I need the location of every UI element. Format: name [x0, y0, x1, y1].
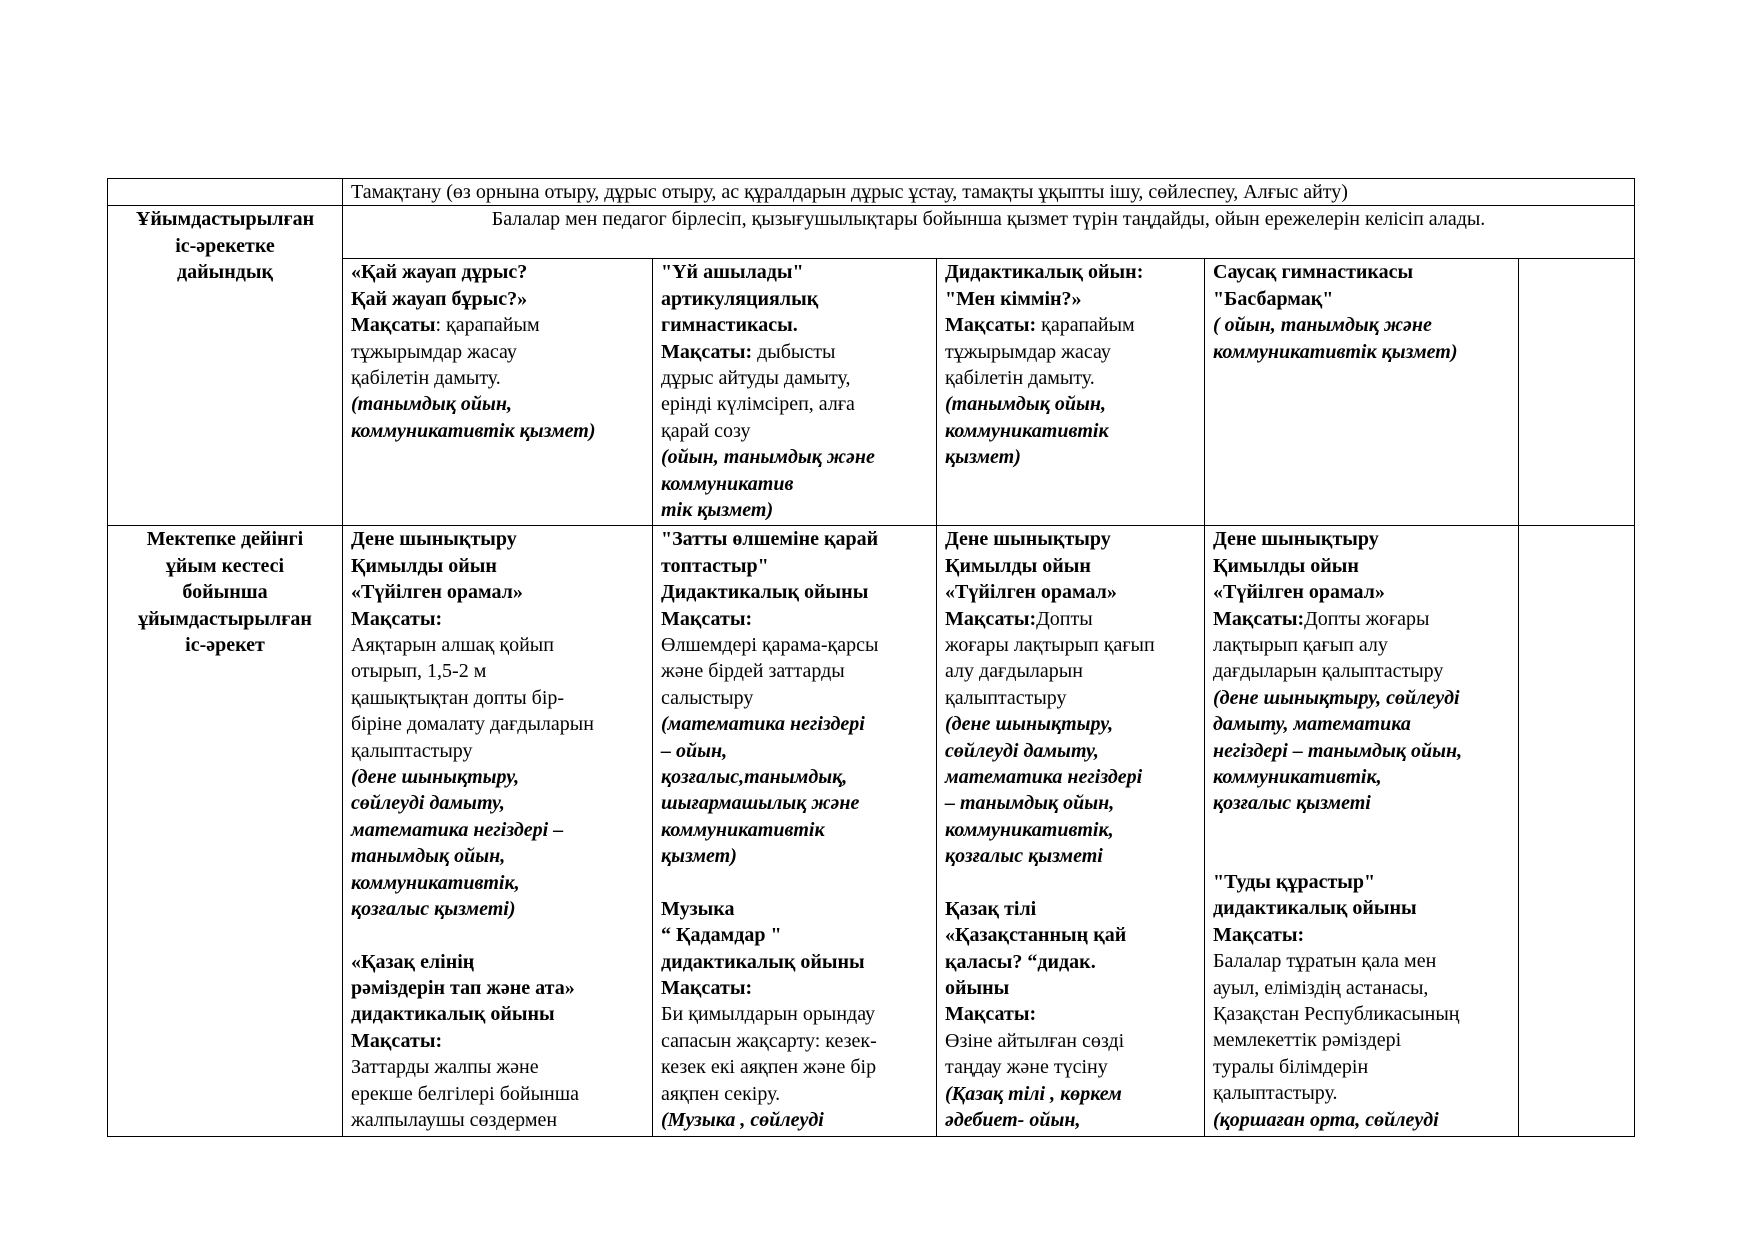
activity-note: қозғалыс,танымдық,: [661, 766, 848, 789]
goal-text: аяқпен секіру.: [661, 1082, 781, 1105]
activity-note: математика негіздері: [945, 766, 1143, 789]
meal-row-header: [108, 179, 343, 206]
activity-note: коммуникативтік: [661, 818, 825, 841]
spacer: [1213, 843, 1510, 869]
goal-text: қашықтықтан допты бір-: [351, 686, 565, 709]
activity-title: "Туды құрастыр": [1213, 870, 1376, 893]
activity-title: Қимылды ойын: [1213, 554, 1359, 577]
goal-label: Мақсаты:: [945, 1003, 1037, 1026]
goal-text: және бірдей заттарды: [661, 660, 845, 683]
goal-text: қалыптастыру: [351, 739, 473, 762]
goal-text: қарай созу: [661, 419, 751, 442]
activity-note: коммуникативтік,: [351, 871, 520, 894]
org-header-line: іс-әрекет: [185, 634, 265, 657]
activity-title: рәміздерін тап және ата»: [351, 976, 575, 999]
prep-row: [108, 206, 1635, 259]
activity-note: қозғалыс қызметі: [1213, 792, 1371, 815]
goal-text: қалыптастыру.: [1213, 1082, 1338, 1105]
prep-cell-empty: [1519, 259, 1635, 526]
org-cell-3: [937, 526, 1205, 1137]
activity-note: коммуникативтік қызмет): [1213, 340, 1458, 363]
goal-text: жалпылаушы сөздермен: [351, 1108, 558, 1131]
activity-note: шығармашылық және: [661, 792, 860, 815]
goal-text: Қазақстан Республикасының: [1213, 1002, 1460, 1025]
activity-title: Дидактикалық ойын:: [945, 261, 1144, 284]
goal-text: лақтырып қағып алу: [1213, 634, 1388, 657]
goal-text: тұжырымдар жасау: [351, 340, 517, 363]
spacer: [1213, 817, 1510, 843]
prep-cell-1: [343, 259, 653, 526]
org-cell-1: [343, 526, 653, 1137]
goal-text: жоғары лақтырып қағып: [945, 634, 1155, 657]
activity-title: Қимылды ойын: [351, 554, 497, 577]
activity-title: Қимылды ойын: [945, 554, 1091, 577]
activity-note: (математика негіздері: [661, 713, 865, 736]
activity-note: (танымдық ойын,: [945, 393, 1106, 416]
activity-title: гимнастикасы.: [661, 314, 798, 337]
activity-title: артикуляциялық: [661, 287, 819, 310]
org-row: [108, 526, 1635, 1137]
spacer: [661, 870, 928, 896]
prep-row-text: [343, 206, 1635, 259]
goal-text: Заттарды жалпы және: [351, 1056, 539, 1079]
goal-text: ерінді күлімсіреп, алға: [661, 393, 855, 416]
goal-label: Мақсаты:: [661, 340, 753, 363]
goal-text: Би қимылдарын орындау: [661, 1003, 876, 1026]
activity-title: дидактикалық ойыны: [661, 950, 865, 973]
goal-label: Мақсаты:: [351, 1029, 443, 1052]
activity-title: «Түйілген орамал»: [1213, 581, 1385, 604]
activity-note: коммуникативтік,: [1213, 766, 1382, 789]
activity-title: дидактикалық ойыны: [1213, 897, 1417, 920]
prep-cell-4: [1205, 259, 1519, 526]
goal-text: Допты: [1036, 607, 1093, 630]
activity-title: Қазақ тілі: [945, 897, 1037, 920]
activity-title: ойыны: [945, 976, 1010, 999]
activity-title: қаласы? “дидак.: [945, 950, 1096, 973]
goal-text: сапасын жақсарту: кезек-: [661, 1029, 877, 1052]
goal-label: Мақсаты:: [1213, 923, 1305, 946]
goal-text: қалыптастыру: [945, 686, 1067, 709]
meal-row-text: [343, 179, 1635, 206]
activity-note: тік қызмет): [661, 499, 774, 522]
activity-note: (дене шынықтыру,: [351, 766, 520, 789]
goal-text: алу дағдыларын: [945, 660, 1083, 683]
goal-text: тұжырымдар жасау: [945, 340, 1111, 363]
activity-note: коммуникатив: [661, 472, 794, 495]
goal-text: қабілетін дамыту.: [351, 367, 501, 390]
goal-text: мемлекеттік рәміздері: [1213, 1029, 1402, 1052]
goal-label: Мақсаты:: [661, 607, 753, 630]
goal-text: : қарапайым: [435, 314, 540, 337]
goal-label: Мақсаты:: [945, 607, 1037, 630]
goal-text: Балалар тұратын қала мен: [1213, 950, 1437, 973]
goal-line: [945, 312, 1196, 338]
activity-note: ( ойын, танымдық және: [1213, 314, 1432, 337]
org-cell-4: [1205, 526, 1519, 1137]
goal-line: [1213, 606, 1510, 632]
prep-cell-3: [937, 259, 1205, 526]
goal-text: ерекше белгілері бойынша: [351, 1082, 579, 1105]
activity-title: “ Қадамдар ": [661, 924, 782, 947]
goal-line: [945, 606, 1196, 632]
activity-title: «Түйілген орамал»: [945, 581, 1117, 604]
org-header-line: ұйымдастырылған: [138, 607, 312, 630]
goal-line: [351, 312, 644, 338]
goal-label: Мақсаты:: [945, 314, 1037, 337]
goal-text: туралы білімдерін: [1213, 1055, 1369, 1078]
activity-note: (танымдық ойын,: [351, 393, 512, 416]
prep-header-line: дайындық: [176, 261, 274, 284]
activity-title: Қай жауап бұрыс?»: [351, 287, 528, 310]
goal-label: Мақсаты:: [351, 607, 443, 630]
goal-text: қабілетін дамыту.: [945, 367, 1095, 390]
activity-note: танымдық ойын,: [351, 845, 506, 868]
prep-cell-2: [653, 259, 937, 526]
activity-note: дамыту, математика: [1213, 713, 1411, 736]
goal-text: дыбысты: [752, 340, 836, 363]
activity-note: (Музыка , сөйлеуді: [661, 1108, 824, 1131]
goal-text: қарапайым: [1036, 314, 1135, 337]
activity-note: қызмет): [945, 446, 1021, 469]
activity-note: (Қазақ тілі , көркем: [945, 1082, 1122, 1105]
activity-title: Дене шынықтыру: [1213, 528, 1379, 551]
org-header-line: Мектепке дейінгі: [146, 528, 304, 551]
goal-text: Аяқтарын алшақ қойып: [351, 634, 554, 657]
activity-title: Музыка: [661, 897, 735, 920]
activity-note: қызмет): [661, 845, 737, 868]
activity-note: (дене шынықтыру, сөйлеуді: [1213, 686, 1460, 709]
activity-title: Дене шынықтыру: [351, 528, 517, 551]
prep-header-line: Ұйымдастырылған: [135, 208, 315, 231]
activity-note: (дене шынықтыру,: [945, 713, 1114, 736]
goal-text: дағдыларын қалыптастыру: [1213, 660, 1444, 683]
goal-label: Мақсаты: [351, 314, 436, 337]
activity-note: – ойын,: [661, 739, 728, 762]
goal-text: дұрыс айтуды дамыту,: [661, 367, 851, 390]
activity-title: дидактикалық ойыны: [351, 1003, 555, 1026]
goal-text: отырып, 1,5-2 м: [351, 660, 487, 683]
activity-note: – танымдық ойын,: [945, 792, 1115, 815]
schedule-table: [107, 178, 1635, 1137]
activity-note: қозғалыс қызметі): [351, 898, 516, 921]
activity-note: сөйлеуді дамыту,: [945, 739, 1099, 762]
org-cell-empty: [1519, 526, 1635, 1137]
activity-title: «Түйілген орамал»: [351, 581, 523, 604]
org-header-line: бойынша: [182, 581, 268, 604]
activity-note: сөйлеуді дамыту,: [351, 792, 505, 815]
prep-text: Балалар мен педагог бірлесіп, қызығушылықтары бойынша қызмет түрін таңдайды, ойын ережелерін келісіп алады.: [491, 208, 1486, 231]
activity-title: Дидактикалық ойыны: [661, 581, 869, 604]
activity-note: қозғалыс қызметі: [945, 845, 1103, 868]
activity-title: Саусақ гимнастикасы: [1213, 261, 1414, 284]
activity-title: Дене шынықтыру: [945, 528, 1111, 551]
goal-label: Мақсаты:: [661, 976, 753, 999]
goal-text: ауыл, еліміздің астанасы,: [1213, 976, 1429, 999]
activity-note: коммуникативтік қызмет): [351, 419, 596, 442]
goal-text: Өлшемдері қарама-қарсы: [661, 634, 879, 657]
prep-header-line: іс-әрекетке: [175, 234, 275, 257]
activity-title: «Қазақ елінің: [351, 950, 475, 973]
goal-text: Өзіне айтылған сөзді: [945, 1029, 1125, 1052]
activity-note: негіздері – танымдық ойын,: [1213, 739, 1463, 762]
activity-note: коммуникативтік,: [945, 818, 1114, 841]
activity-title: «Қазақстанның қай: [945, 924, 1127, 947]
activity-title: "Басбармақ": [1213, 287, 1334, 310]
activity-note: коммуникативтік: [945, 419, 1109, 442]
activity-note: (қоршаған орта, сөйлеуді: [1213, 1108, 1439, 1131]
goal-text: салыстыру: [661, 686, 754, 709]
org-row-header: [108, 526, 343, 1137]
activity-title: топтастыр": [661, 554, 769, 577]
prep-row-header: [108, 206, 343, 526]
activity-title: "Затты өлшеміне қарай: [661, 528, 879, 551]
activity-title: «Қай жауап дұрыс?: [351, 261, 528, 284]
goal-line: [661, 339, 928, 365]
goal-text: таңдау және түсіну: [945, 1056, 1108, 1079]
meal-text: Тамақтану (өз орнына отыру, дұрыс отыру, ас құралдарын дұрыс ұстау, тамақты ұқыпты ішу, сөйлеспеу, Алғыс айту): [351, 181, 1348, 203]
goal-text: кезек екі аяқпен және бір: [661, 1056, 877, 1079]
org-cell-2: [653, 526, 937, 1137]
activity-note: математика негіздері –: [351, 818, 564, 841]
goal-text: Допты жоғары: [1304, 607, 1430, 630]
goal-text: біріне домалату дағдыларын: [351, 713, 594, 736]
spacer: [945, 870, 1196, 896]
activity-title: "Мен кіммін?»: [945, 287, 1082, 310]
activity-note: (ойын, танымдық және: [661, 446, 875, 469]
spacer: [351, 923, 644, 949]
org-header-line: ұйым кестесі: [165, 554, 285, 577]
meal-row: [108, 179, 1635, 206]
activity-title: "Үй ашылады": [661, 261, 804, 284]
activity-note: әдебиет- ойын,: [945, 1108, 1081, 1131]
goal-label: Мақсаты:: [1213, 607, 1305, 630]
